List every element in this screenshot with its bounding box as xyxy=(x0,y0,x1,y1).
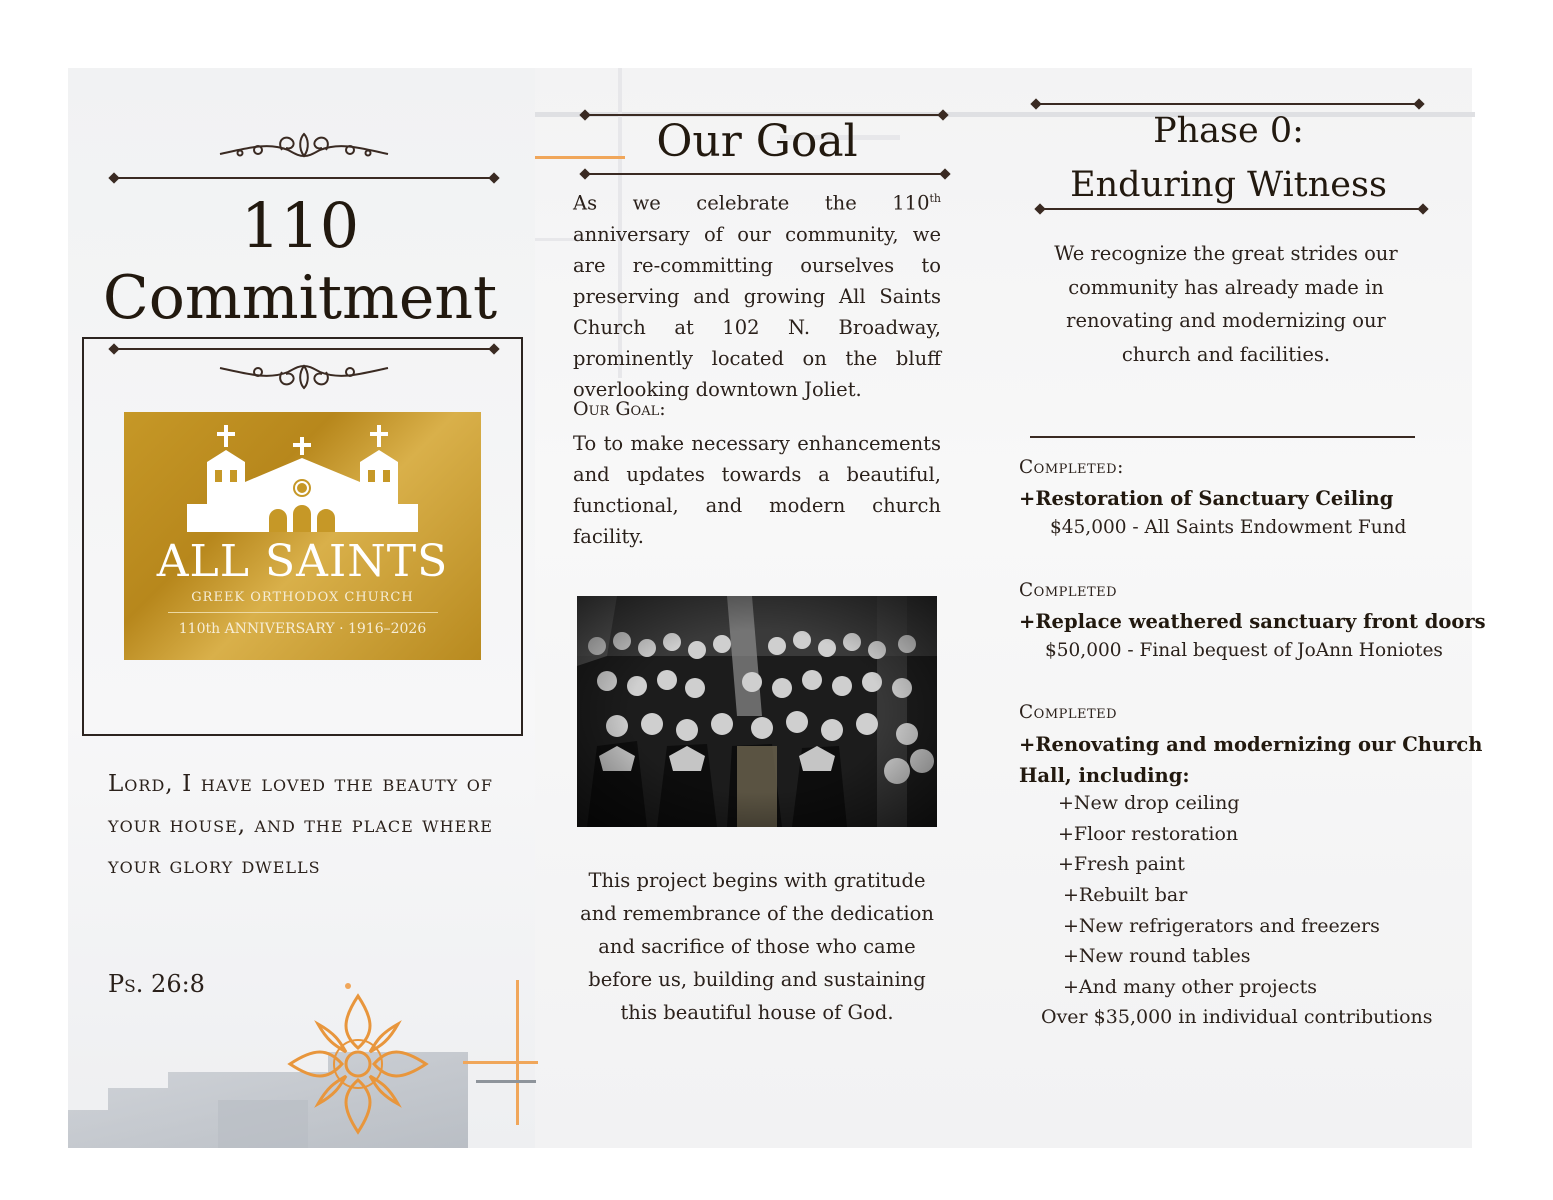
project-status: Completed xyxy=(1019,702,1118,723)
phase-heading-line2: Enduring Witness xyxy=(1070,165,1387,205)
historic-congregation-photo xyxy=(577,596,937,827)
divider-rule xyxy=(114,348,494,350)
project-funding: Over $35,000 in individual contributions xyxy=(1041,1006,1433,1028)
title-110: 110 xyxy=(240,189,360,262)
psalm-reference: Ps. 26:8 xyxy=(108,970,205,998)
psalm-verse: Lord, I have loved the beauty of your house, and the place where your glory dwells xyxy=(108,771,493,879)
hall-item: +New round tables xyxy=(1063,945,1251,967)
logo-divider xyxy=(168,612,438,613)
title-commitment: Commitment xyxy=(102,263,498,333)
goal-intro-paragraph: As we celebrate the 110th anniversary of our community, we are re-committing ourselves to preserving and growing All Saints Church at 102 N. Broadway, prominently located on the bluff overlooking downtown Joliet. xyxy=(573,191,941,401)
divider-rule xyxy=(585,173,945,175)
goal-statement: To to make necessary enhancements and updates towards a beautiful, functional, and modern church facility. xyxy=(573,432,941,548)
divider-rule xyxy=(1040,208,1423,210)
project-status: Completed: xyxy=(1019,457,1124,478)
hall-item: +Floor restoration xyxy=(1058,823,1239,845)
project-title: +Restoration of Sanctuary Ceiling xyxy=(1019,487,1394,510)
hall-item: +New drop ceiling xyxy=(1058,792,1240,814)
hall-item: +New refrigerators and freezers xyxy=(1063,915,1380,937)
goal-label: Our Goal: xyxy=(573,398,666,420)
divider-rule xyxy=(114,177,494,179)
project-title: +Renovating and modernizing our Church xyxy=(1019,733,1483,756)
project-title: Hall, including: xyxy=(1019,764,1190,787)
phase-intro-paragraph: We recognize the great strides our community has already made in renovating and modernizing our church and facilities. xyxy=(1054,242,1398,366)
phase-heading-line1: Phase 0: xyxy=(1153,111,1304,151)
top-flourish-ornament xyxy=(218,128,390,164)
church-icon xyxy=(185,422,420,534)
phase-heading xyxy=(1036,104,1421,212)
section-divider xyxy=(1030,436,1415,438)
project-title: +Replace weathered sanctuary front doors xyxy=(1019,610,1486,633)
hall-item: +Rebuilt bar xyxy=(1063,884,1188,906)
hall-item: +Fresh paint xyxy=(1058,853,1185,875)
bottom-flourish-ornament xyxy=(218,360,390,394)
project-funding: $50,000 - Final bequest of JoAnn Honiotes xyxy=(1045,640,1443,661)
project-funding: $45,000 - All Saints Endowment Fund xyxy=(1050,517,1407,538)
logo-subtitle: GREEK ORTHODOX CHURCH xyxy=(191,590,414,605)
logo-name: ALL SAINTS xyxy=(156,536,449,587)
project-status: Completed xyxy=(1019,580,1118,601)
logo-anniversary: 110th ANNIVERSARY · 1916–2026 xyxy=(178,621,427,637)
gratitude-paragraph: This project begins with gratitude and remembrance of the dedication and sacrifice of those who came before us, building and sustaining this beautiful house of God. xyxy=(580,869,934,1024)
bottom-decoration xyxy=(68,980,538,1148)
our-goal-heading: Our Goal xyxy=(656,116,858,167)
hall-item: +And many other projects xyxy=(1063,976,1317,998)
